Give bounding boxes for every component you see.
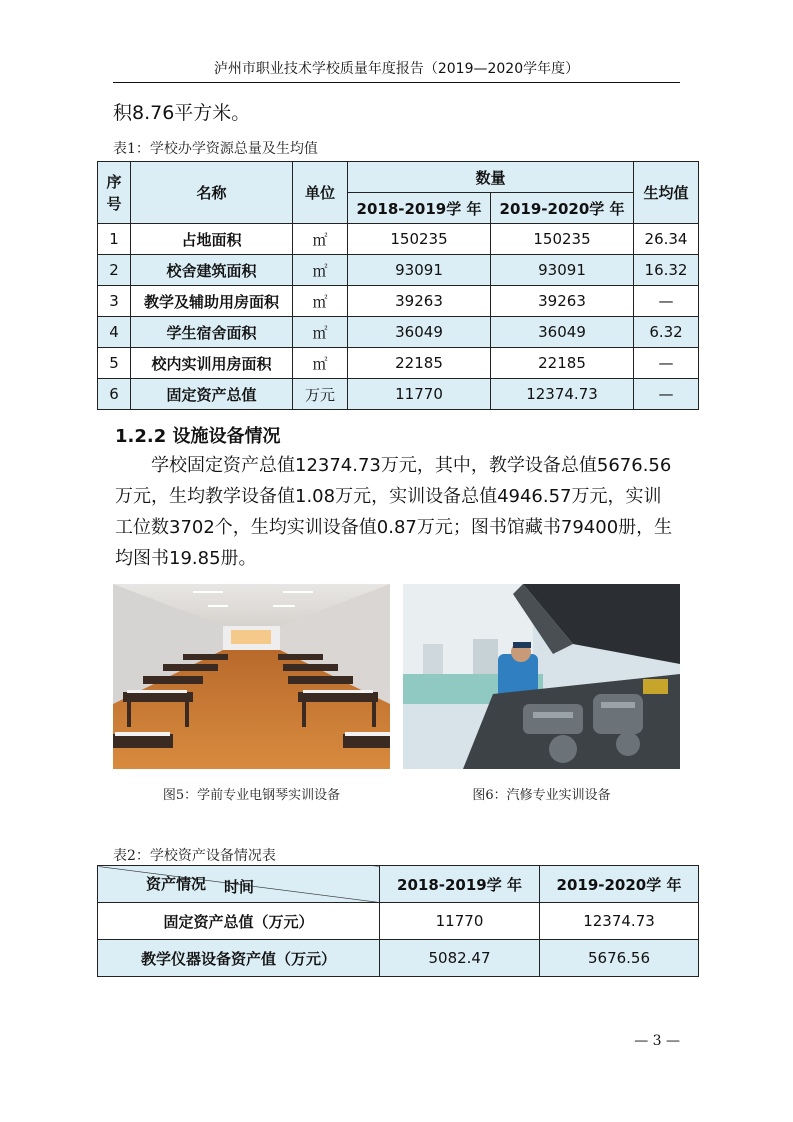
cell-year1: 150235 bbox=[348, 224, 491, 255]
table-row bbox=[98, 255, 699, 286]
cell-year1: 36049 bbox=[348, 317, 491, 348]
header-name: 名称 bbox=[131, 162, 293, 224]
table-row bbox=[98, 379, 699, 410]
header-index: 序号 bbox=[98, 162, 131, 224]
cell-unit: ㎡ bbox=[293, 286, 348, 317]
intro-line: 积8.76平方米。 bbox=[113, 102, 251, 124]
cell-per-student: 26.34 bbox=[634, 224, 699, 255]
cell-year2: 150235 bbox=[491, 224, 634, 255]
figure5-caption: 图5：学前专业电钢琴实训设备 bbox=[162, 788, 341, 803]
asset-table bbox=[97, 865, 699, 977]
cell-year2: 39263 bbox=[491, 286, 634, 317]
table-row bbox=[98, 317, 699, 348]
paragraph-line: 均图书19.85册。 bbox=[115, 548, 257, 569]
table-row bbox=[98, 940, 699, 977]
cell-unit: ㎡ bbox=[293, 317, 348, 348]
table-row bbox=[98, 348, 699, 379]
cell-index: 1 bbox=[98, 224, 131, 255]
cell-year1: 5082.47 bbox=[380, 940, 540, 977]
cell-name: 校内实训用房面积 bbox=[131, 348, 293, 379]
cell-name: 学生宿舍面积 bbox=[131, 317, 293, 348]
section-paragraph bbox=[115, 450, 685, 574]
table-row bbox=[98, 286, 699, 317]
paragraph-line: 学校固定资产总值12374.73万元，其中，教学设备总值5676.56 bbox=[151, 455, 672, 476]
paragraph-line: 万元，生均教学设备值1.08万元，实训设备总值4946.57万元，实训 bbox=[115, 486, 662, 507]
cell-name: 教学仪器设备资产值（万元） bbox=[98, 940, 380, 977]
cell-year1: 39263 bbox=[348, 286, 491, 317]
header-rule bbox=[113, 82, 680, 83]
cell-index: 2 bbox=[98, 255, 131, 286]
cell-year1: 11770 bbox=[380, 903, 540, 940]
cell-per-student: — bbox=[634, 348, 699, 379]
cell-unit: ㎡ bbox=[293, 255, 348, 286]
cell-name: 教学及辅助用房面积 bbox=[131, 286, 293, 317]
header-quantity: 数量 bbox=[348, 162, 634, 193]
piano-room-photo bbox=[113, 584, 390, 769]
figure6-caption: 图6：汽修专业实训设备 bbox=[472, 788, 611, 803]
header-asset: 资产情况 bbox=[146, 875, 207, 893]
section-heading: 1.2.2 设施设备情况 bbox=[115, 426, 281, 447]
cell-index: 4 bbox=[98, 317, 131, 348]
cell-per-student: 16.32 bbox=[634, 255, 699, 286]
cell-year2: 93091 bbox=[491, 255, 634, 286]
cell-year1: 11770 bbox=[348, 379, 491, 410]
table-row bbox=[98, 224, 699, 255]
cell-per-student: 6.32 bbox=[634, 317, 699, 348]
header-year2: 2019-2020学 年 bbox=[491, 193, 634, 224]
cell-year2: 22185 bbox=[491, 348, 634, 379]
cell-per-student: — bbox=[634, 379, 699, 410]
cell-unit: 万元 bbox=[293, 379, 348, 410]
auto-repair-photo bbox=[403, 584, 680, 769]
cell-name: 校舍建筑面积 bbox=[131, 255, 293, 286]
cell-index: 6 bbox=[98, 379, 131, 410]
table2-caption: 表2：学校资产设备情况表 bbox=[113, 848, 276, 864]
cell-name: 占地面积 bbox=[131, 224, 293, 255]
header-per-student: 生均值 bbox=[634, 162, 699, 224]
cell-year2: 12374.73 bbox=[491, 379, 634, 410]
page-number: — 3 — bbox=[634, 1033, 680, 1049]
cell-year2: 5676.56 bbox=[540, 940, 699, 977]
cell-year1: 22185 bbox=[348, 348, 491, 379]
cell-year2: 36049 bbox=[491, 317, 634, 348]
cell-index: 5 bbox=[98, 348, 131, 379]
cell-per-student: — bbox=[634, 286, 699, 317]
header-unit: 单位 bbox=[293, 162, 348, 224]
paragraph-line: 工位数3702个，生均实训设备值0.87万元；图书馆藏书79400册，生 bbox=[115, 517, 673, 538]
running-header: 泸州市职业技术学校质量年度报告（2019—2020学年度） bbox=[213, 61, 580, 77]
cell-year1: 93091 bbox=[348, 255, 491, 286]
cell-unit: ㎡ bbox=[293, 224, 348, 255]
table1-caption: 表1：学校办学资源总量及生均值 bbox=[113, 141, 318, 157]
diagonal-header-cell bbox=[98, 866, 380, 903]
cell-name: 固定资产总值（万元） bbox=[98, 903, 380, 940]
resource-table bbox=[97, 161, 699, 410]
header-year2: 2019-2020学 年 bbox=[540, 866, 699, 903]
header-year1: 2018-2019学 年 bbox=[380, 866, 540, 903]
cell-year2: 12374.73 bbox=[540, 903, 699, 940]
cell-index: 3 bbox=[98, 286, 131, 317]
cell-unit: ㎡ bbox=[293, 348, 348, 379]
header-time: 时间 bbox=[223, 878, 254, 896]
table-row bbox=[98, 903, 699, 940]
header-year1: 2018-2019学 年 bbox=[348, 193, 491, 224]
cell-name: 固定资产总值 bbox=[131, 379, 293, 410]
